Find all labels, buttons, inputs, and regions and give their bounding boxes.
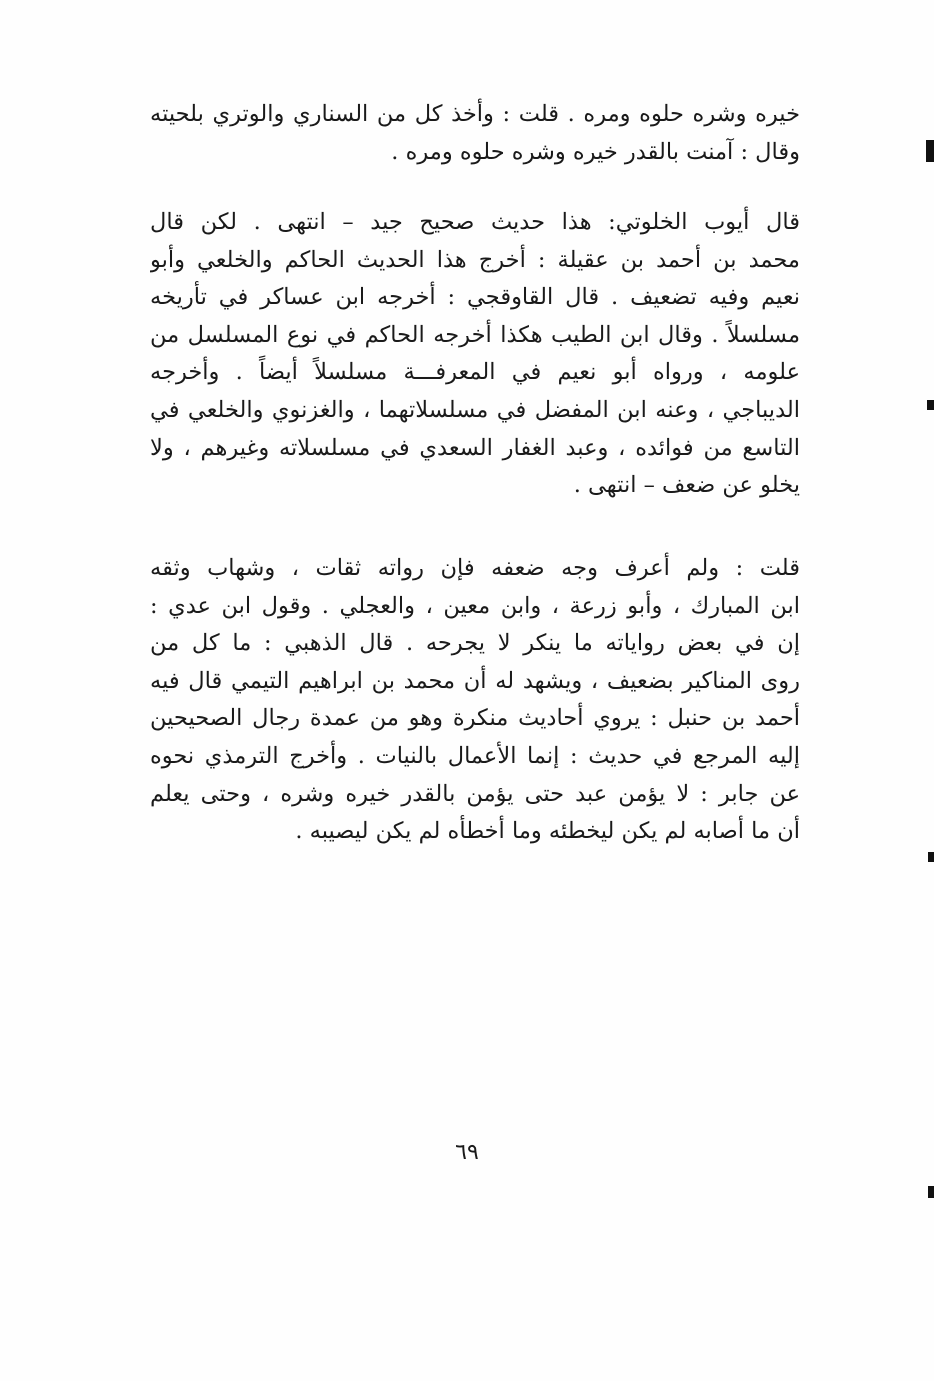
text-line: وقال : آمنت بالقدر خيره وشره حلوه ومره . — [391, 138, 800, 165]
text-line: الديباجي ، وعنه ابن المفضل في مسلسلاتهما ، والغزنوي والخلعي في — [150, 396, 800, 423]
text-line: قال أيوب الخلوتي: هذا حديث صحيح جيد – انتهى . لكن قال — [150, 209, 800, 235]
scan-edge-mark — [927, 400, 934, 410]
scan-edge-mark — [928, 1186, 934, 1198]
scan-edge-mark — [926, 140, 934, 162]
text-line: علومه ، ورواه أبو نعيم في المعرفـــة مسلسلاً أيضاً . وأخرجه — [150, 359, 800, 386]
text-line: إليه المرجع في حديث : إنما الأعمال بالنيات . وأخرج الترمذي نحوه — [150, 742, 800, 769]
text-line: خيره وشره حلوه ومره . قلت : وأخذ كل من السناري والوتري بلحيته — [150, 101, 800, 127]
text-line: مسلسلاً . وقال ابن الطيب هكذا أخرجه الحاكم في نوع المسلسل من — [150, 321, 800, 348]
text-line: أحمد بن حنبل : يروي أحاديث منكرة وهو من عمدة رجال الصحيحين — [150, 705, 800, 732]
paragraph-2 — [150, 204, 800, 505]
text-line: محمد بن أحمد بن عقيلة : أخرج هذا الحديث الحاكم والخلعي وأبو — [150, 246, 800, 273]
text-line: قلت : ولم أعرف وجه ضعفه فإن رواته ثقات ، وشهاب وثقه — [150, 555, 800, 581]
text-line: روى المناكير بضعيف ، ويشهد له أن محمد بن ابراهيم التيمي قال فيه — [150, 667, 800, 694]
text-line: إن في بعض رواياته ما ينكر لا يجرحه . قال الذهبي : ما كل من — [150, 630, 800, 657]
text-line: أن ما أصابه لم يكن ليخطئه وما أخطأه لم يكن ليصيبه . — [295, 818, 800, 845]
text-line: يخلو عن ضعف – انتهى . — [573, 472, 800, 499]
paragraph-3 — [150, 550, 800, 851]
paragraph-1 — [150, 96, 800, 171]
scan-edge-mark — [928, 852, 934, 862]
text-line: عن جابر : لا يؤمن عبد حتى يؤمن بالقدر خيره وشره ، وحتى يعلم — [150, 780, 800, 807]
text-line: ابن المبارك ، وأبو زرعة ، وابن معين ، والعجلي . وقول ابن عدي : — [150, 592, 800, 619]
text-line: نعيم وفيه تضعيف . قال القاوقجي : أخرجه ابن عساكر في تأريخه — [150, 284, 800, 311]
text-line: التاسع من فوائده ، وعبد الغفار السعدي في مسلسلاته وغيرهم ، ولا — [150, 434, 800, 461]
page-number: ٦٩ — [455, 1140, 479, 1165]
